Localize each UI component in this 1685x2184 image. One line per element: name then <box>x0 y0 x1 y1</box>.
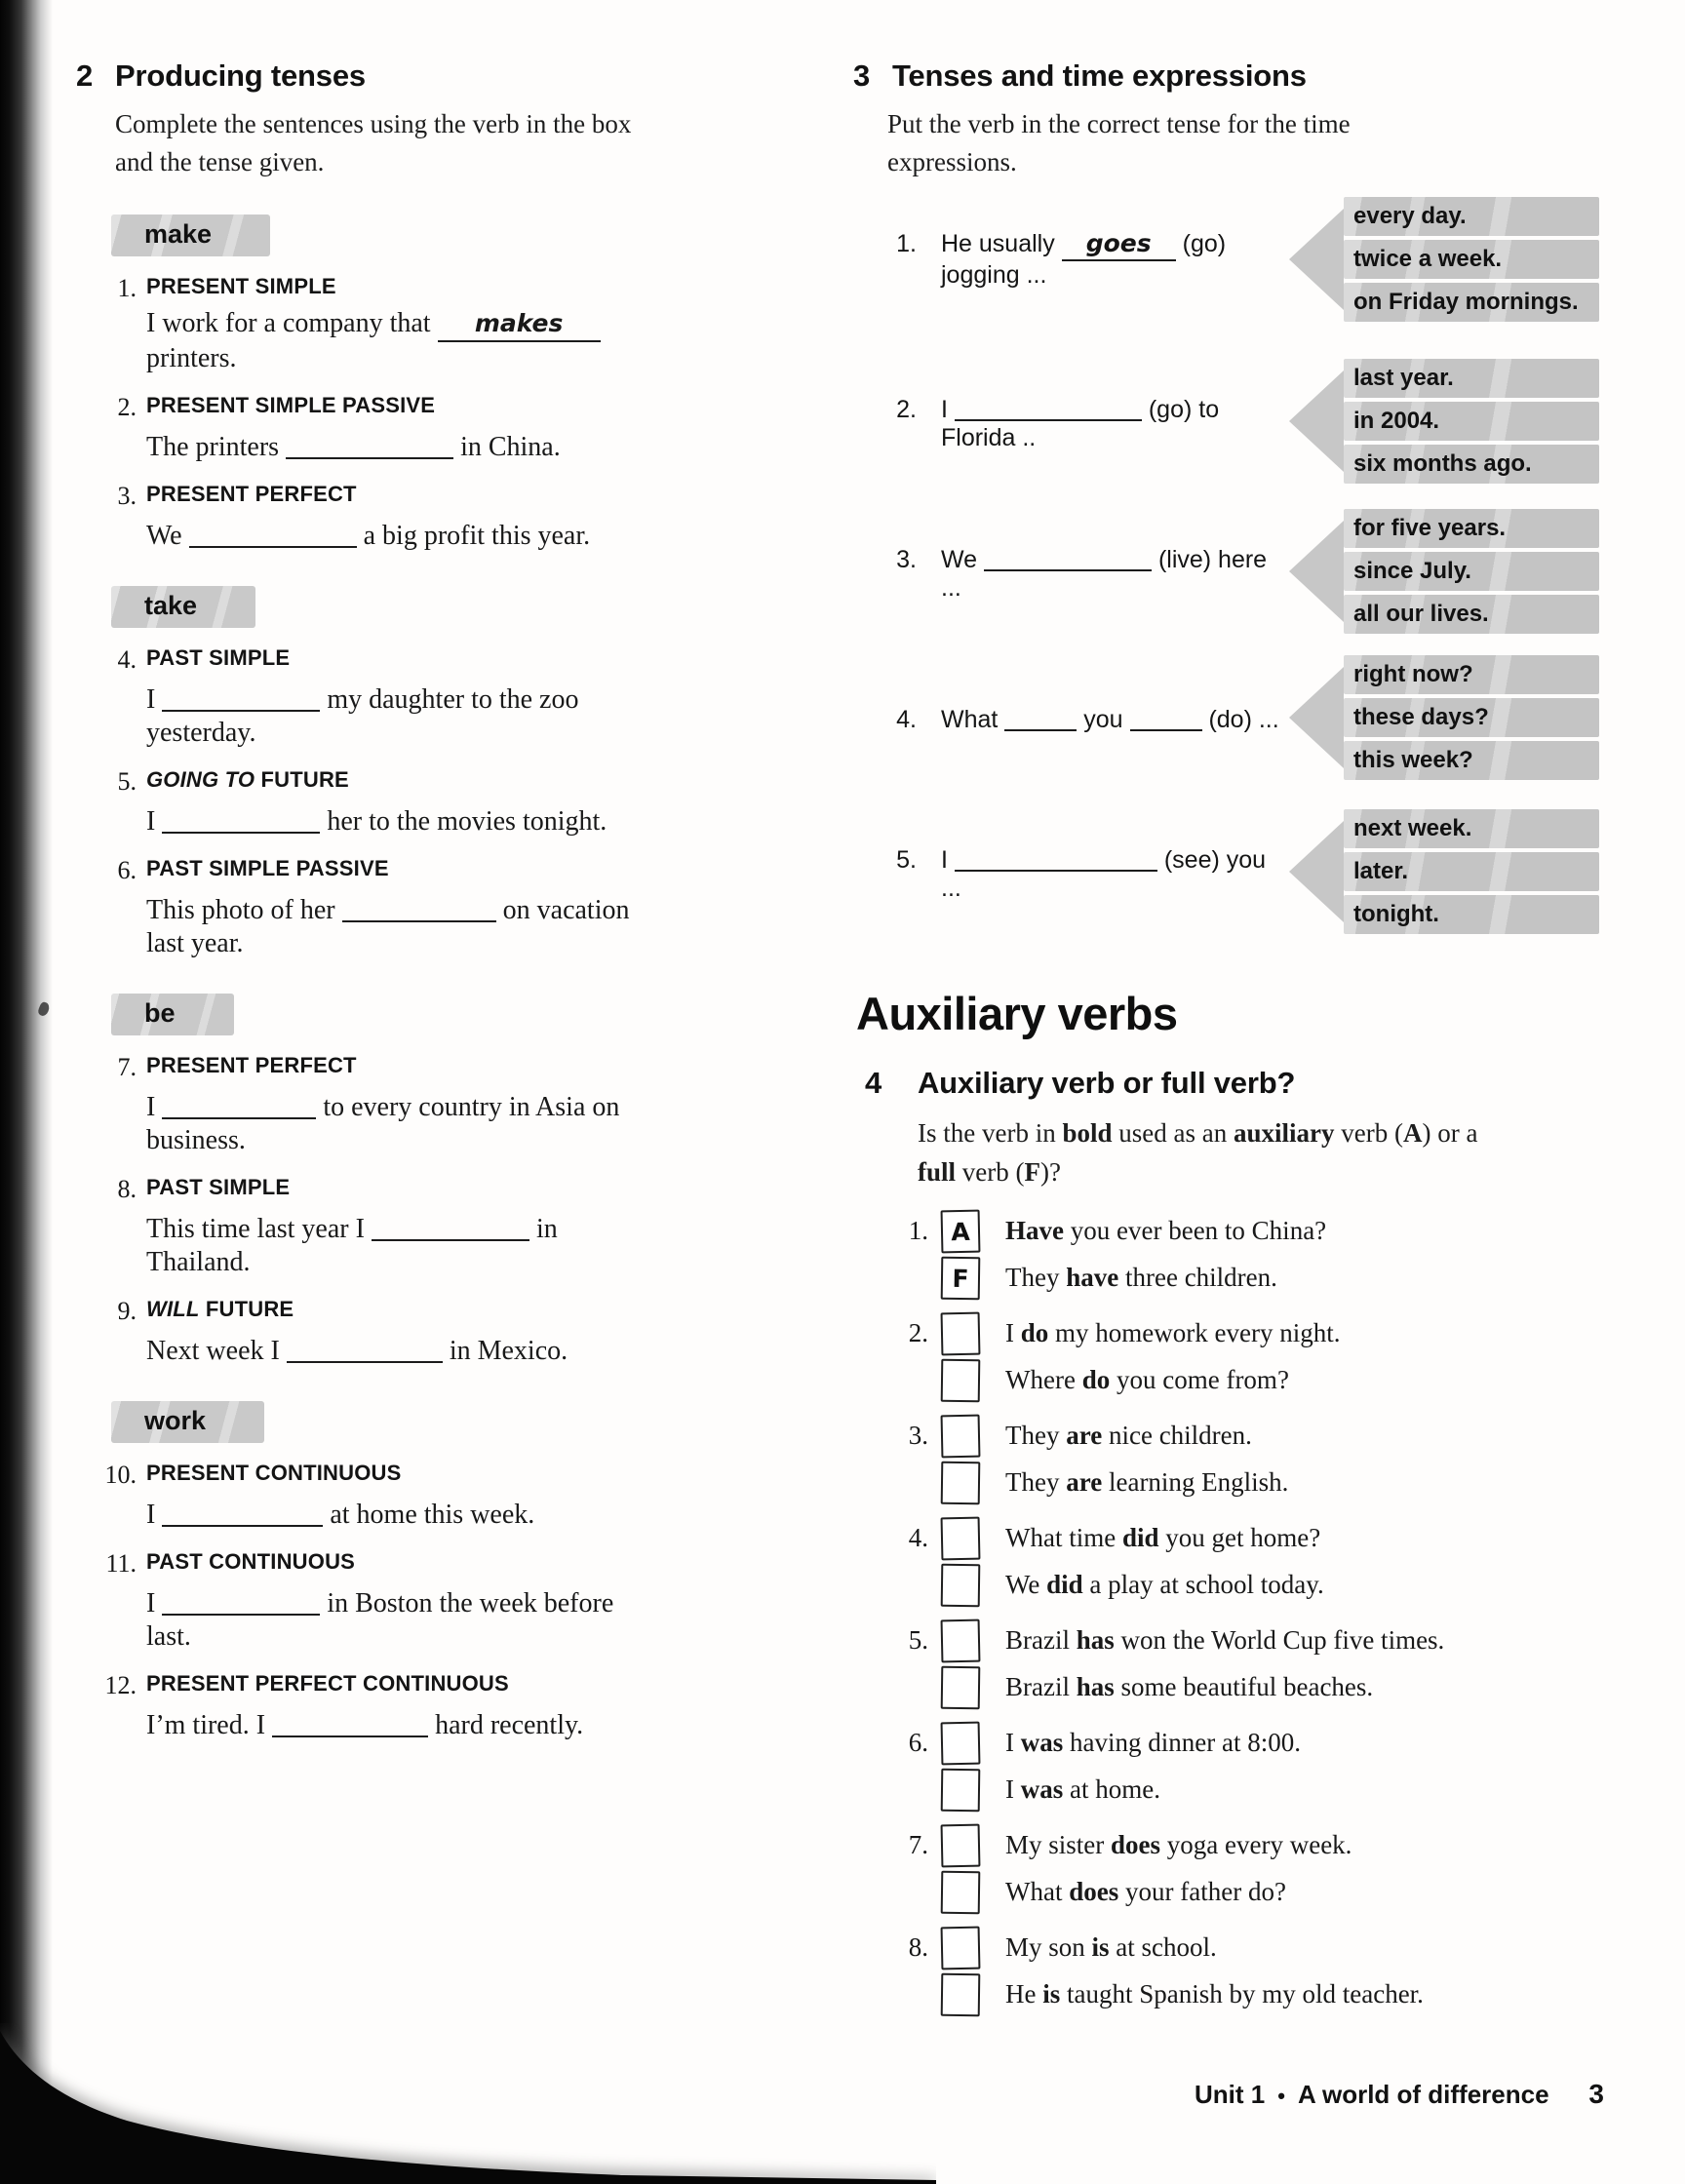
fill-item <box>76 482 637 553</box>
time-option: next week. <box>1344 809 1599 848</box>
instructions: Put the verb in the correct tense for the time expressions. <box>887 109 1351 177</box>
bold-text: are <box>1066 1467 1103 1498</box>
item-number: 3. <box>908 1421 928 1451</box>
text: My son <box>1005 1932 1092 1963</box>
time-arrow <box>1289 509 1599 634</box>
aux-item <box>848 1515 1619 1609</box>
answer-box <box>941 1926 981 1970</box>
answer-box <box>941 1462 981 1505</box>
text: (go) to Florida .. <box>941 395 1220 451</box>
bold-text: have <box>1066 1263 1119 1293</box>
text: my daughter to the zoo yesterday. <box>146 683 579 748</box>
time-expression-row <box>848 197 1619 322</box>
time-expression-row <box>848 809 1619 934</box>
bold-text: did <box>1121 1523 1159 1553</box>
fill-blank <box>162 1090 316 1119</box>
text: What <box>1005 1877 1070 1907</box>
time-expression-row <box>848 359 1619 484</box>
time-option: six months ago. <box>1344 445 1599 484</box>
exercise-2-heading <box>76 58 637 94</box>
text: We <box>1005 1570 1047 1600</box>
bold-text: auxiliary <box>1233 1117 1335 1148</box>
time-option: every day. <box>1344 197 1599 236</box>
time-option: last year. <box>1344 359 1599 398</box>
item-number: 7. <box>908 1830 928 1860</box>
handwritten-answer: A <box>951 1217 970 1246</box>
tense-label: PRESENT SIMPLE <box>146 274 336 299</box>
item-number: 6. <box>908 1728 928 1758</box>
verb-box: make <box>111 214 270 256</box>
item-number: 2. <box>896 395 917 423</box>
text: ) or a <box>1422 1117 1478 1148</box>
text: (live) here ... <box>941 545 1268 602</box>
sentence <box>1005 1570 1324 1600</box>
fill-blank <box>372 1212 529 1241</box>
sentence <box>146 1582 637 1654</box>
text: at school. <box>1109 1932 1217 1963</box>
sentence <box>1005 1774 1160 1805</box>
sentence <box>146 426 637 464</box>
text: her to the movies tonight. <box>320 805 607 837</box>
answer-box <box>941 1359 981 1403</box>
verb-box: work <box>111 1401 264 1443</box>
fill-blank <box>272 1708 428 1737</box>
text: Next week I <box>146 1335 287 1366</box>
text: at home. <box>1063 1774 1160 1805</box>
fill-blank <box>342 893 496 922</box>
item-number: 3. <box>117 481 137 510</box>
text: )? <box>1039 1156 1061 1187</box>
sentence <box>1005 1932 1217 1963</box>
text: won the World Cup five times. <box>1114 1625 1445 1656</box>
bullet-icon: • <box>1277 2084 1285 2108</box>
time-option: right now? <box>1344 655 1599 694</box>
fill-blank <box>162 682 320 712</box>
aux-item <box>848 1720 1619 1814</box>
text: at home this week. <box>323 1499 535 1530</box>
instructions <box>918 1114 1514 1192</box>
sentence <box>146 307 637 375</box>
fill-blank <box>1130 705 1202 731</box>
sentence <box>1005 1625 1444 1656</box>
sentence <box>1005 1263 1277 1293</box>
time-arrow <box>1289 197 1599 322</box>
fill-blank <box>162 1586 320 1616</box>
aux-item <box>848 1208 1619 1302</box>
exercise-3-section <box>848 58 1619 934</box>
item-number: 4. <box>908 1523 928 1553</box>
text: This photo of her <box>146 894 342 925</box>
auxiliary-heading: Auxiliary verbs <box>856 988 1178 1040</box>
instructions: Complete the sentences using the verb in the box and the tense given. <box>115 109 632 177</box>
footer <box>1195 2079 1604 2110</box>
time-option: all our lives. <box>1344 595 1599 634</box>
handwritten-answer: makes <box>438 310 601 342</box>
text: printers. <box>146 342 237 373</box>
text: I’m tired. I <box>146 1709 273 1740</box>
text: yoga every week. <box>1160 1830 1352 1860</box>
bold-text: was <box>1020 1774 1064 1805</box>
text: Brazil <box>1005 1625 1077 1656</box>
fill-item <box>76 645 637 750</box>
bold-text: do <box>1081 1365 1111 1395</box>
item-number: 8. <box>908 1932 928 1963</box>
aux-item <box>848 1310 1619 1404</box>
time-option: this week? <box>1344 741 1599 780</box>
tense-label: PRESENT SIMPLE PASSIVE <box>146 392 436 417</box>
sentence <box>1005 1979 1424 2009</box>
item-number: 5. <box>896 845 917 874</box>
fill-blank <box>287 1334 443 1363</box>
text: verb ( <box>956 1156 1025 1187</box>
corner-shadow <box>0 2023 936 2184</box>
time-option: these days? <box>1344 698 1599 737</box>
fill-item <box>76 1461 637 1532</box>
fill-blank <box>189 519 357 548</box>
aux-item <box>848 1822 1619 1916</box>
sentence <box>146 889 637 960</box>
sentence <box>146 515 637 553</box>
tense-label: GOING TO FUTURE <box>146 766 349 792</box>
section-title: Auxiliary verb or full verb? <box>918 1065 1296 1100</box>
time-option: in 2004. <box>1344 402 1599 441</box>
right-column <box>848 58 1619 2027</box>
item-number: 7. <box>117 1052 137 1081</box>
text: He usually <box>941 229 1062 257</box>
text: What time <box>1005 1523 1122 1553</box>
time-expression-row <box>848 655 1619 780</box>
text: (go) jogging ... <box>941 229 1227 290</box>
section-number: 4 <box>865 1065 882 1100</box>
fill-blank <box>955 395 1142 421</box>
text: nice children. <box>1102 1421 1252 1451</box>
fill-item <box>76 274 637 375</box>
text: I work for a company that <box>146 308 438 339</box>
text: Brazil <box>1005 1672 1077 1702</box>
sentence <box>1005 1830 1352 1860</box>
exercise-2-section <box>76 58 637 1742</box>
text: taught Spanish by my old teacher. <box>1060 1979 1424 2009</box>
aux-item <box>848 1618 1619 1711</box>
page-number: 3 <box>1588 2079 1604 2109</box>
tense-label: PRESENT PERFECT <box>146 481 357 506</box>
sentence <box>1005 1672 1373 1702</box>
item-number: 8. <box>117 1174 137 1203</box>
item-number: 5. <box>908 1625 928 1656</box>
time-option: tonight. <box>1344 895 1599 934</box>
fill-item <box>76 856 637 960</box>
sentence <box>146 1086 637 1157</box>
sentence <box>848 230 1289 291</box>
item-number: 4. <box>117 644 137 674</box>
item-number: 1. <box>908 1216 928 1246</box>
handwritten-answer: goes <box>1062 230 1176 262</box>
bold-text: has <box>1076 1672 1115 1702</box>
time-arrow <box>1289 655 1599 780</box>
time-expression-row <box>848 509 1619 634</box>
bold-text: was <box>1020 1728 1064 1758</box>
fill-item <box>76 1671 637 1742</box>
text: in Mexico. <box>442 1335 568 1366</box>
bold-text: is <box>1042 1979 1061 2009</box>
item-number: 4. <box>896 706 917 734</box>
text: I <box>941 845 955 874</box>
fill-blank <box>984 545 1152 571</box>
answer-box <box>941 1769 981 1813</box>
text: We <box>146 520 189 551</box>
sentence <box>146 800 637 838</box>
verb-group-take <box>76 553 637 960</box>
text: I <box>146 1499 163 1530</box>
text: used as an <box>1112 1117 1234 1148</box>
footer-title: A world of difference <box>1297 2080 1549 2109</box>
bold-text: full <box>918 1156 957 1187</box>
auxiliary-verbs-section <box>848 989 1619 2018</box>
answer-box <box>941 1973 981 2017</box>
sentence <box>848 391 1289 452</box>
text: I <box>941 395 955 423</box>
verb-group-make <box>76 181 637 553</box>
answer-box <box>941 1414 981 1458</box>
answer-box <box>941 1823 981 1867</box>
text: We <box>941 545 984 573</box>
tense-label: PAST CONTINUOUS <box>146 1548 356 1574</box>
answer-box <box>941 1871 981 1915</box>
text: He <box>1005 1979 1043 2009</box>
text: you come from? <box>1110 1365 1289 1395</box>
text: to every country in Asia on business. <box>146 1091 620 1155</box>
text: my homework every night. <box>1048 1318 1341 1348</box>
section-number: 2 <box>76 58 94 93</box>
text: having dinner at 8:00. <box>1063 1728 1301 1758</box>
sentence <box>1005 1421 1252 1451</box>
fill-blank <box>162 1498 323 1527</box>
bold-text: does <box>1111 1830 1161 1860</box>
text: a play at school today. <box>1082 1570 1324 1600</box>
text: This time last year I <box>146 1213 372 1244</box>
arrow-chevron-icon <box>1289 209 1344 310</box>
text: in Thailand. <box>146 1213 558 1277</box>
text: (see) you ... <box>941 845 1267 902</box>
text: The printers <box>146 431 287 462</box>
tense-label: PRESENT PERFECT <box>146 1052 357 1077</box>
aux-item <box>848 1413 1619 1506</box>
time-option: twice a week. <box>1344 240 1599 279</box>
sentence <box>146 1330 637 1368</box>
sentence <box>146 679 637 750</box>
footer-unit: Unit 1 <box>1195 2080 1266 2109</box>
item-number: 5. <box>117 766 137 796</box>
text: verb ( <box>1334 1117 1403 1148</box>
time-option: since July. <box>1344 552 1599 591</box>
answer-box <box>941 1564 981 1608</box>
text: Is the verb in <box>918 1117 1063 1148</box>
sentence <box>1005 1216 1326 1246</box>
fill-item <box>76 1297 637 1368</box>
answer-box <box>941 1721 981 1765</box>
sentence <box>1005 1318 1340 1348</box>
sentence <box>1005 1365 1289 1395</box>
bold-text: F <box>1024 1156 1040 1187</box>
item-number: 3. <box>896 545 917 573</box>
text: hard recently. <box>428 1709 584 1740</box>
aux-item <box>848 1925 1619 2018</box>
text: I <box>1005 1728 1021 1758</box>
tense-label: PAST SIMPLE <box>146 1174 291 1199</box>
fill-item <box>76 393 637 464</box>
sentence <box>1005 1877 1286 1907</box>
exercise-4-heading <box>865 1066 1619 1101</box>
text: some beautiful beaches. <box>1114 1672 1374 1702</box>
sentence <box>146 1494 637 1532</box>
answer-box <box>941 1516 981 1560</box>
exercise-4-items <box>848 1208 1619 2018</box>
text: I <box>146 1091 163 1122</box>
fill-blank <box>162 804 320 834</box>
exercise-3-heading <box>853 58 1619 94</box>
section-number: 3 <box>853 58 871 93</box>
verb-group-be <box>76 960 637 1368</box>
answer-box <box>941 1209 981 1253</box>
time-option: on Friday mornings. <box>1344 283 1599 322</box>
tense-label: PRESENT PERFECT CONTINUOUS <box>146 1670 509 1696</box>
text: I <box>146 805 163 837</box>
bold-text: did <box>1046 1570 1083 1600</box>
text: you ever been to China? <box>1064 1216 1327 1246</box>
bold-text: has <box>1076 1625 1115 1656</box>
text: your father do? <box>1118 1877 1286 1907</box>
time-arrow <box>1289 809 1599 934</box>
section-title: Tenses and time expressions <box>892 58 1307 93</box>
tense-label: PAST SIMPLE <box>146 644 291 670</box>
sentence <box>848 701 1289 734</box>
text: They <box>1005 1263 1067 1293</box>
text: They <box>1005 1467 1067 1498</box>
bold-text: are <box>1066 1421 1103 1451</box>
item-number: 1. <box>117 274 137 303</box>
item-number: 2. <box>908 1318 928 1348</box>
bold-text: is <box>1091 1932 1110 1963</box>
sentence <box>848 541 1289 603</box>
tense-label: WILL FUTURE <box>146 1296 294 1321</box>
fill-blank <box>955 845 1157 872</box>
bold-text: A <box>1402 1117 1423 1148</box>
text: They <box>1005 1421 1067 1451</box>
text: I <box>146 1587 163 1618</box>
text: you <box>1077 706 1130 734</box>
section-title: Producing tenses <box>115 58 366 93</box>
arrow-chevron-icon <box>1289 370 1344 472</box>
sentence <box>848 841 1289 903</box>
bold-text: do <box>1020 1318 1049 1348</box>
text: in China. <box>453 431 561 462</box>
verb-box: take <box>111 586 255 628</box>
bold-text: Have <box>1005 1216 1064 1246</box>
item-number: 12. <box>104 1670 137 1699</box>
verb-group-work <box>76 1368 637 1742</box>
item-number: 9. <box>117 1296 137 1325</box>
text: a big profit this year. <box>356 520 591 551</box>
book-spine-shadow <box>0 0 53 2184</box>
fill-item <box>76 767 637 838</box>
text: on vacation last year. <box>146 894 630 958</box>
answer-box <box>941 1311 981 1355</box>
answer-box <box>941 1666 981 1710</box>
arrow-chevron-icon <box>1289 667 1344 768</box>
item-number: 6. <box>117 855 137 884</box>
text: I <box>146 683 163 715</box>
fill-item <box>76 1053 637 1157</box>
item-number: 10. <box>104 1460 137 1489</box>
answer-box <box>941 1618 981 1662</box>
tense-label: PAST SIMPLE PASSIVE <box>146 855 389 880</box>
fill-item <box>76 1549 637 1654</box>
sentence <box>1005 1728 1301 1758</box>
verb-box: be <box>111 994 234 1035</box>
arrow-chevron-icon <box>1289 521 1344 622</box>
handwritten-answer: F <box>952 1264 969 1293</box>
sentence <box>1005 1523 1320 1553</box>
text: I <box>1005 1774 1021 1805</box>
bold-text: bold <box>1062 1117 1113 1148</box>
arrow-chevron-icon <box>1289 821 1344 922</box>
text: (do) ... <box>1201 706 1279 734</box>
text: My sister <box>1005 1830 1111 1860</box>
text: Where <box>1005 1365 1082 1395</box>
fill-blank <box>1004 705 1077 731</box>
text: you get home? <box>1158 1523 1321 1553</box>
text: I <box>1005 1318 1021 1348</box>
time-option: later. <box>1344 852 1599 891</box>
tense-label: PRESENT CONTINUOUS <box>146 1460 402 1485</box>
item-number: 2. <box>117 392 137 421</box>
answer-box <box>941 1257 981 1301</box>
item-number: 11. <box>105 1548 137 1578</box>
text: What <box>941 706 1005 734</box>
time-option: for five years. <box>1344 509 1599 548</box>
sentence <box>146 1208 637 1279</box>
fill-blank <box>286 430 453 459</box>
item-number: 1. <box>896 229 917 257</box>
text: learning English. <box>1102 1467 1289 1498</box>
text: in Boston the week before last. <box>146 1587 614 1652</box>
fill-item <box>76 1175 637 1279</box>
bold-text: does <box>1069 1877 1119 1907</box>
time-arrow <box>1289 359 1599 484</box>
sentence <box>1005 1467 1288 1498</box>
text: three children. <box>1118 1263 1277 1293</box>
sentence <box>146 1704 637 1742</box>
